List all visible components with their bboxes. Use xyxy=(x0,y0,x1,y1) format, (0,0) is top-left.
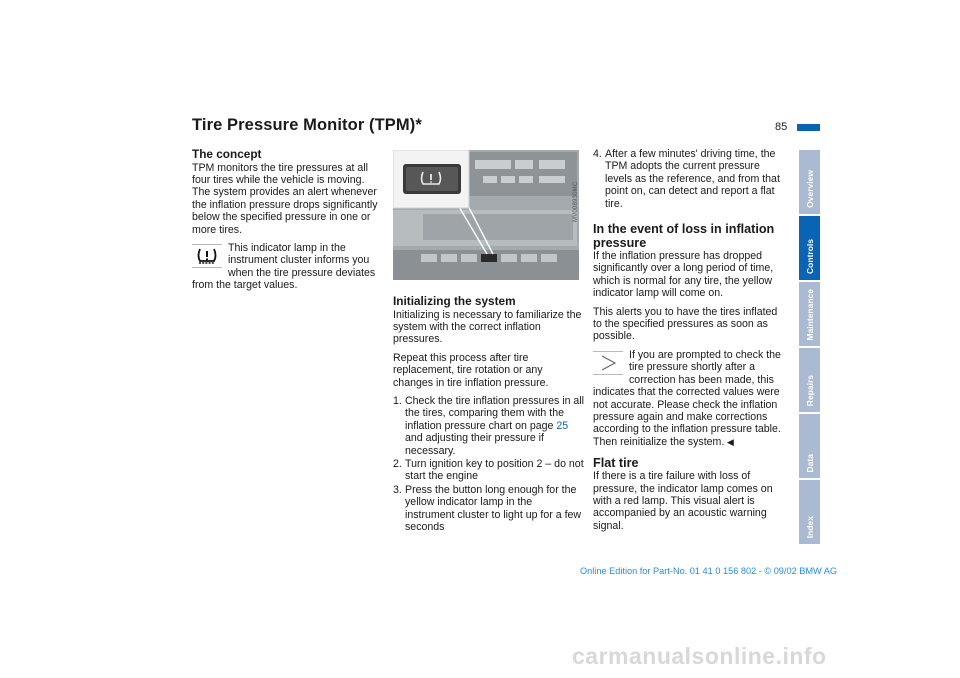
tab-label: Data xyxy=(804,453,815,472)
list-item xyxy=(393,484,584,534)
tab-index[interactable] xyxy=(799,480,820,544)
tab-repairs[interactable] xyxy=(799,348,820,412)
step-text: After a few minutes' driving time, the TPM adopts the current pressure levels as the reference, and from that point on, can detect and report a flat tire. xyxy=(605,148,780,210)
initializing-steps xyxy=(393,395,584,533)
indicator-note-text: This indicator lamp in the instrument cluster informs you when the tire pressure deviates from the target values. xyxy=(192,241,376,292)
caution-note xyxy=(593,349,787,448)
column-concept xyxy=(192,148,382,292)
heading-initializing: Initializing the system xyxy=(393,294,516,308)
loss-text-1: If the inflation pressure has dropped significantly over a long period of time, which is normal for any tire, the yellow indicator lamp will come on. xyxy=(593,250,774,300)
page-title: Tire Pressure Monitor (TPM)* xyxy=(192,116,422,134)
column-initializing xyxy=(393,295,584,534)
initializing-text-2: Repeat this process after tire replacement, tire rotation or any changes in tire inflation pressure. xyxy=(393,351,549,389)
end-marker-icon: ◀ xyxy=(724,436,734,447)
tire-pressure-warning-icon xyxy=(192,244,222,268)
list-item xyxy=(593,148,787,210)
tab-controls[interactable] xyxy=(799,216,820,280)
note-triangle-icon xyxy=(593,351,623,375)
tab-label: Repairs xyxy=(804,374,815,406)
heading-flat-tire: Flat tire xyxy=(593,456,639,471)
heading-loss-pressure: In the event of loss in inflation pressure xyxy=(593,222,775,251)
dashboard-illustration xyxy=(393,150,579,280)
step-4-list xyxy=(593,148,787,210)
page-number: 85 xyxy=(775,121,788,133)
dashboard-photo xyxy=(393,150,579,280)
section-tabs xyxy=(799,150,820,546)
watermark: carmanualsonline.info xyxy=(572,643,827,669)
initializing-text-1: Initializing is necessary to familiarize the system with the correct inflation pressures. xyxy=(393,308,582,346)
caution-note-text: If you are prompted to check the tire pressure shortly after a correction has been made, this indicates that the corrected values were not accurate. Please check the inflation pressure again and make corrections according to the inflation pressure table. Then reinitialize the system. xyxy=(593,348,781,448)
tab-label: Controls xyxy=(804,239,815,274)
tab-overview[interactable] xyxy=(799,150,820,214)
tab-label: Maintenance xyxy=(804,288,815,340)
step-number: 1. xyxy=(393,394,402,407)
loss-text-2: This alerts you to have the tires inflated to the specified pressures as soon as possible. xyxy=(593,305,778,343)
step-number: 3. xyxy=(393,483,402,496)
step-number: 2. xyxy=(393,457,402,470)
flat-tire-text: If there is a tire failure with loss of pressure, the indicator lamp comes on with a red lamp. This visual alert is accompanied by an acoustic warning signal. xyxy=(593,470,773,532)
column-loss xyxy=(593,148,787,538)
list-item xyxy=(393,395,584,457)
tab-label: Index xyxy=(804,515,815,538)
tab-data[interactable] xyxy=(799,414,820,478)
page-marker xyxy=(797,124,820,131)
concept-text: TPM monitors the tire pressures at all four tires while the vehicle is moving. The system provides an alert whenever the inflation pressure drops significantly below the specified pressure in one or more tires. xyxy=(192,161,378,236)
indicator-note xyxy=(192,242,382,292)
step-text xyxy=(405,395,584,457)
step-text: Turn ignition key to position 2 – do not start the engine xyxy=(405,457,584,483)
step-text-pre: Check the tire inflation pressures in all the tires, comparing them with the inflation pressure chart on page xyxy=(405,394,585,432)
footer-edition: Online Edition for Part-No. 01 41 0 156 802 - © 09/02 BMW AG xyxy=(580,566,838,576)
figure-code: MV008930MC xyxy=(573,181,579,222)
page-link[interactable]: 25 xyxy=(556,419,569,432)
heading-concept: The concept xyxy=(192,147,262,161)
step-text-post: and adjusting their pressure if necessary. xyxy=(405,432,544,457)
list-item xyxy=(393,458,584,483)
step-text: Press the button long enough for the yellow indicator lamp in the instrument cluster to light up for a few seconds xyxy=(405,483,582,533)
tab-label: Overview xyxy=(804,170,815,208)
tab-maintenance[interactable] xyxy=(799,282,820,346)
step-number: 4. xyxy=(593,148,602,160)
